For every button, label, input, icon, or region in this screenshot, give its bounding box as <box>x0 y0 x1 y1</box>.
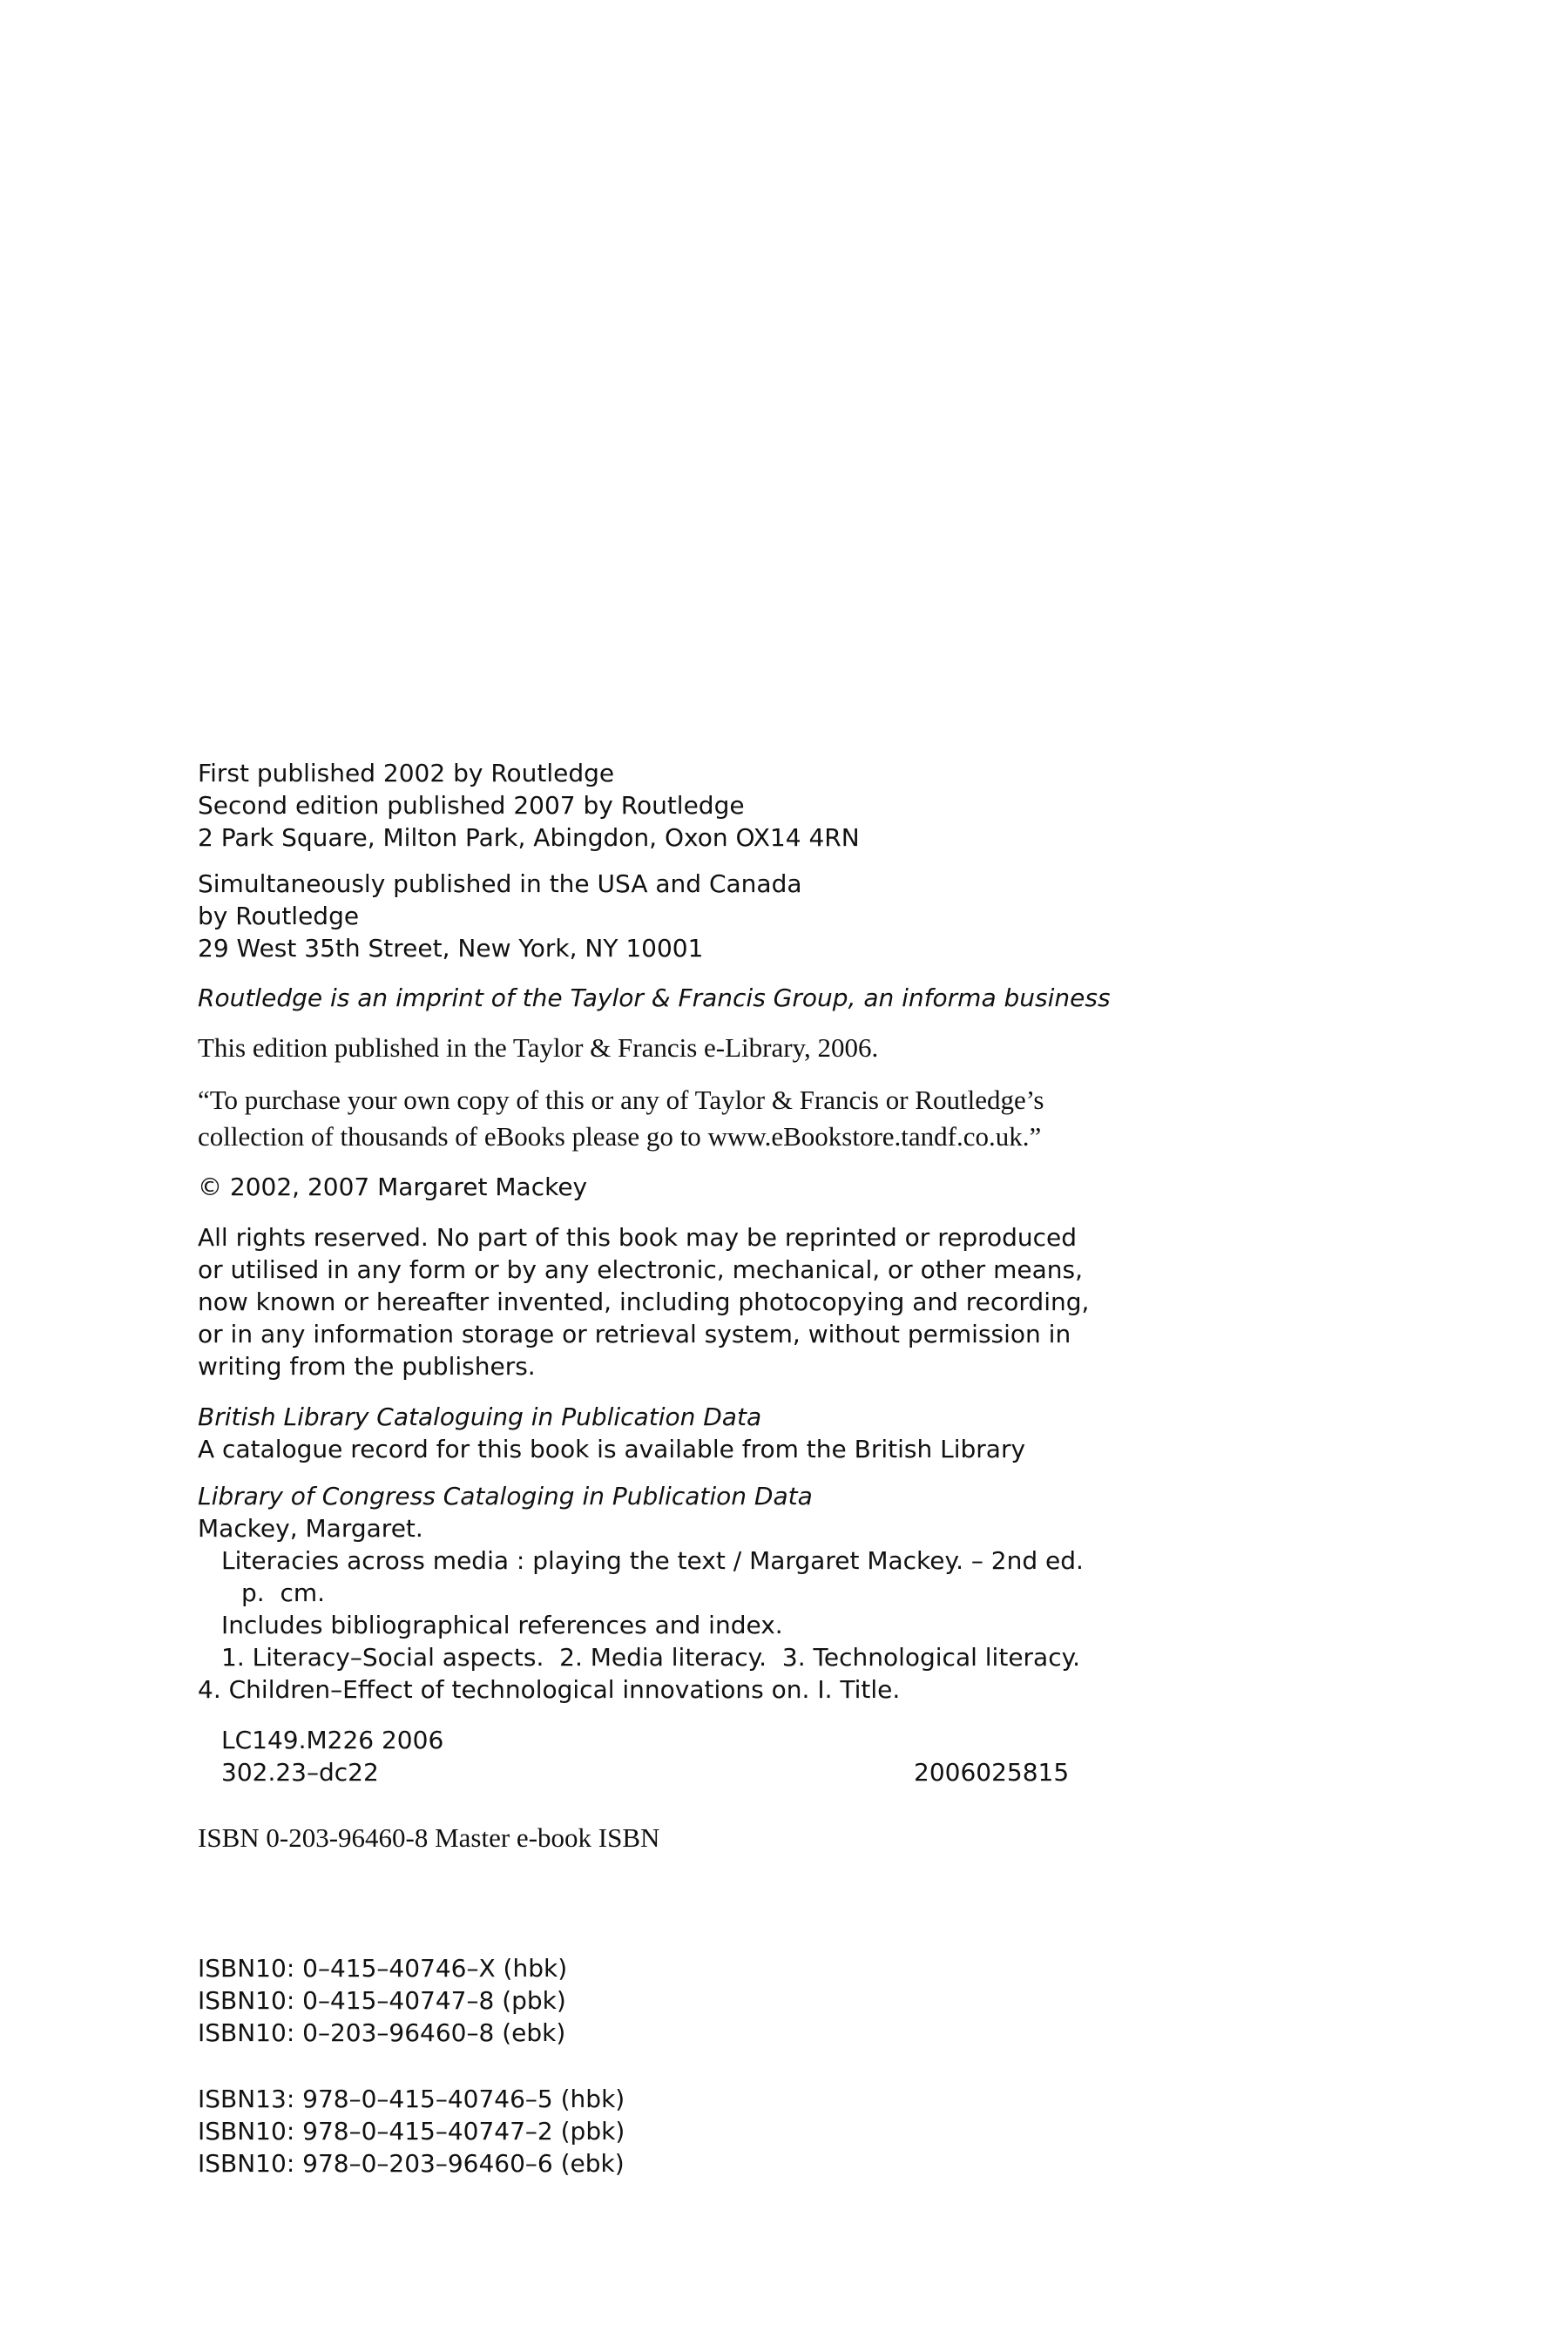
loc-dewey: 302.23–dc22 <box>221 1758 379 1787</box>
usa-line: Simultaneously published in the USA and Canada <box>198 869 802 898</box>
loc-heading: Library of Congress Cataloging in Publication Data <box>198 1482 813 1511</box>
copyright-notice <box>198 1171 1417 1203</box>
british-library-cip <box>198 1401 1417 1465</box>
loc-control-number: 2006025815 <box>914 1758 1070 1787</box>
publication-history <box>198 757 1417 854</box>
copyright-line: © 2002, 2007 Margaret Mackey <box>198 1173 588 1201</box>
isbn-line: ISBN10: 978–0–415–40747–2 (pbk) <box>198 2117 625 2146</box>
bl-heading: British Library Cataloguing in Publication Data <box>198 1402 762 1431</box>
master-isbn <box>198 1820 1417 1856</box>
usa-line: by Routledge <box>198 902 360 930</box>
purchase-note <box>198 1082 1417 1155</box>
loc-cip <box>198 1480 1417 1706</box>
isbn-line: ISBN13: 978–0–415–40746–5 (hbk) <box>198 2085 625 2113</box>
isbn13-list <box>198 2083 1417 2180</box>
purchase-line: “To purchase your own copy of this or any of Taylor & Francis or Routledge’s <box>198 1085 1044 1115</box>
usa-line: 29 West 35th Street, New York, NY 10001 <box>198 934 704 963</box>
isbn10-list <box>198 1952 1417 2049</box>
rights-line: or utilised in any form or by any electronic, mechanical, or other means, <box>198 1255 1083 1284</box>
bl-text: A catalogue record for this book is available from the British Library <box>198 1435 1026 1463</box>
isbn-line: ISBN10: 0–415–40746–X (hbk) <box>198 1954 568 1983</box>
loc-title: Literacies across media : playing the text / Margaret Mackey. – 2nd ed. <box>221 1546 1084 1575</box>
elibrary-line: This edition published in the Taylor & Francis e-Library, 2006. <box>198 1032 879 1063</box>
usa-publication <box>198 868 1417 964</box>
rights-line: now known or hereafter invented, including photocopying and recording, <box>198 1288 1090 1316</box>
rights-statement <box>198 1221 1417 1382</box>
pub-line: Second edition published 2007 by Routledge <box>198 791 745 820</box>
isbn-line: ISBN10: 978–0–203–96460–6 (ebk) <box>198 2149 625 2178</box>
pub-line: 2 Park Square, Milton Park, Abingdon, Oxon OX14 4RN <box>198 823 860 852</box>
rights-line: All rights reserved. No part of this book may be reprinted or reproduced <box>198 1223 1078 1252</box>
loc-author: Mackey, Margaret. <box>198 1514 423 1543</box>
master-isbn-line: ISBN 0-203-96460-8 Master e-book ISBN <box>198 1822 660 1853</box>
isbn-line: ISBN10: 0–415–40747–8 (pbk) <box>198 1986 566 2015</box>
loc-dewey-row <box>198 1756 1417 1788</box>
loc-call-number: LC149.M226 2006 <box>221 1726 444 1754</box>
loc-classification <box>198 1724 1417 1788</box>
loc-notes: Includes bibliographical references and index. <box>221 1611 783 1639</box>
imprint-line: Routledge is an imprint of the Taylor & Francis Group, an informa business <box>198 983 1111 1012</box>
isbn-line: ISBN10: 0–203–96460–8 (ebk) <box>198 2018 566 2047</box>
pub-line: First published 2002 by Routledge <box>198 759 615 787</box>
purchase-line: collection of thousands of eBooks please go to www.eBookstore.tandf.co.uk.” <box>198 1121 1042 1152</box>
loc-pages: p. cm. <box>241 1578 326 1607</box>
imprint-statement <box>198 982 1417 1014</box>
loc-subjects: 4. Children–Effect of technological innovations on. I. Title. <box>198 1675 901 1704</box>
rights-line: writing from the publishers. <box>198 1352 536 1381</box>
elibrary-note <box>198 1030 1417 1066</box>
loc-subjects: 1. Literacy–Social aspects. 2. Media literacy. 3. Technological literacy. <box>221 1643 1081 1672</box>
rights-line: or in any information storage or retrieval system, without permission in <box>198 1320 1071 1348</box>
